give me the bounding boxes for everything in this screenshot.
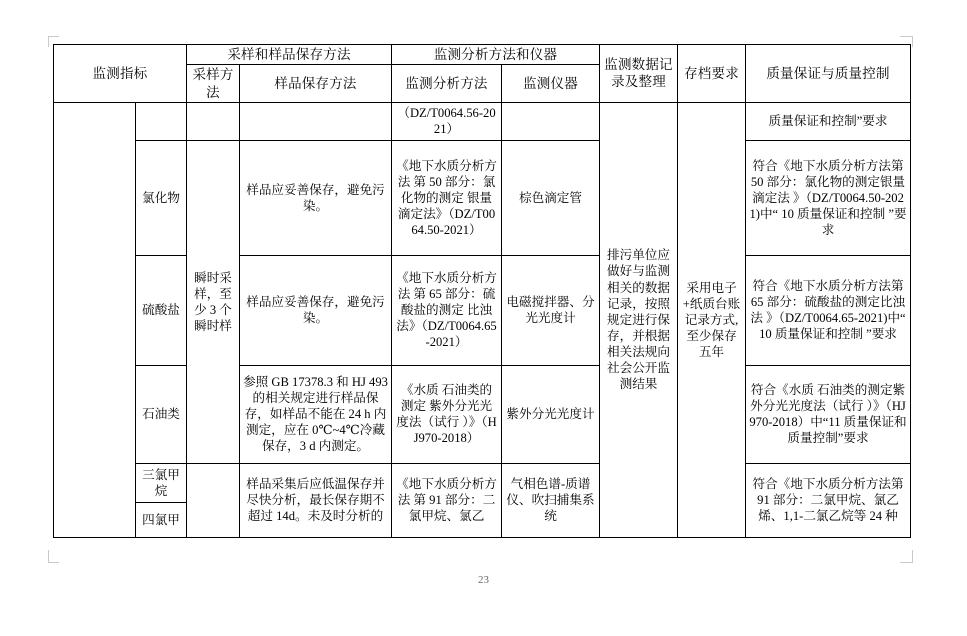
analysis-method-cell: （DZ/T0064.56-2021） xyxy=(392,102,502,140)
instrument-cell: 棕色滴定管 xyxy=(502,140,600,255)
header-sampling-method: 采样方法 xyxy=(187,65,240,103)
indicator-label: 硫酸盐 xyxy=(136,255,187,365)
header-data-record: 监测数据记录及整理 xyxy=(600,45,678,103)
table-body xyxy=(54,102,911,537)
analysis-method-cell: 《水质 石油类的测定 紫外分光光度法（试行 ）》（HJ970-2018） xyxy=(392,365,502,463)
header-analysis-group: 监测分析方法和仪器 xyxy=(392,45,600,65)
indicator-label: 四氯甲 xyxy=(136,502,187,537)
header-quality: 质量保证与质量控制 xyxy=(746,45,911,103)
archive-cell: 采用电子+纸质台账记录方式,至少保存五年 xyxy=(678,102,746,537)
header-indicator: 监测指标 xyxy=(54,45,187,103)
indicator-label xyxy=(136,102,187,140)
monitoring-requirements-table-wrapper xyxy=(53,44,911,538)
indicator-spacer-cell xyxy=(54,102,136,537)
table-row xyxy=(54,365,911,463)
sample-preservation-cell: 参照 GB 17378.3 和 HJ 493 的相关规定进行样品保存，如样品不能在 24 h 内测定，应在 0℃~4℃冷藏保存，3 d 内测定。 xyxy=(240,365,392,463)
indicator-label: 三氯甲烷 xyxy=(136,463,187,502)
table-header xyxy=(54,45,911,103)
quality-cell: 符合《地下水质分析方法第 50 部分：氯化物的测定银量滴定法 》（DZ/T0064.50-2021)中“ 10 质量保证和控制 ”要求 xyxy=(746,140,911,255)
header-sampling-group: 采样和样品保存方法 xyxy=(187,45,392,65)
instrument-cell: 气相色谱-质谱仪、吹扫捕集系统 xyxy=(502,463,600,537)
analysis-method-cell: 《地下水质分析方法 第 50 部分：氯化物的测定 银量滴定法》（DZ/T0064.50-2021） xyxy=(392,140,502,255)
crop-mark-bottom-right xyxy=(900,550,913,563)
quality-cell: 符合《水质 石油类的测定紫外分光光度法（试行 ）》（HJ970-2018）中“11 质量保证和质量控制”要求 xyxy=(746,365,911,463)
indicator-label: 氯化物 xyxy=(136,140,187,255)
header-row-1 xyxy=(54,45,911,65)
analysis-method-cell: 《地下水质分析方法 第 91 部分：二氯甲烷、氯乙 xyxy=(392,463,502,537)
header-analysis-method: 监测分析方法 xyxy=(392,65,502,103)
header-instrument: 监测仪器 xyxy=(502,65,600,103)
indicator-label: 石油类 xyxy=(136,365,187,463)
monitoring-requirements-table xyxy=(53,44,911,538)
instrument-cell: 电磁搅拌器、分光光度计 xyxy=(502,255,600,365)
quality-cell: 质量保证和控制”要求 xyxy=(746,102,911,140)
instrument-cell: 紫外分光光度计 xyxy=(502,365,600,463)
sample-preservation-cell: 样品应妥善保存，避免污染。 xyxy=(240,255,392,365)
sampling-method-spacer xyxy=(187,463,240,537)
table-row xyxy=(54,140,911,255)
sampling-method-spacer xyxy=(187,102,240,140)
sample-preservation-cell xyxy=(240,102,392,140)
crop-mark-bottom-left xyxy=(48,550,59,563)
quality-cell: 符合《地下水质分析方法第 91 部分：二氯甲烷、氯乙烯、1,1-二氯乙烷等 24 种 xyxy=(746,463,911,537)
instrument-cell xyxy=(502,102,600,140)
sample-preservation-cell: 样品采集后应低温保存并尽快分析，最长保存期不超过 14d。未及时分析的 xyxy=(240,463,392,537)
analysis-method-cell: 《地下水质分析方法 第 65 部分：硫酸盐的测定 比浊法》（DZ/T0064.65-2021） xyxy=(392,255,502,365)
data-record-cell: 排污单位应做好与监测相关的数据记录，按照规定进行保存，并根据相关法规向社会公开监测结果 xyxy=(600,102,678,537)
header-sample-preservation: 样品保存方法 xyxy=(240,65,392,103)
page-number: 23 xyxy=(478,574,489,586)
table-row xyxy=(54,255,911,365)
quality-cell: 符合《地下水质分析方法第 65 部分：硫酸盐的测定比浊法 》（DZ/T0064.65-2021)中“ 10 质量保证和控制 ”要求 xyxy=(746,255,911,365)
table-row xyxy=(54,463,911,502)
sample-preservation-cell: 样品应妥善保存，避免污染。 xyxy=(240,140,392,255)
sampling-method-cell: 瞬时采样，至少 3 个瞬时样 xyxy=(187,140,240,463)
header-archive: 存档要求 xyxy=(678,45,746,103)
table-row xyxy=(54,102,911,140)
